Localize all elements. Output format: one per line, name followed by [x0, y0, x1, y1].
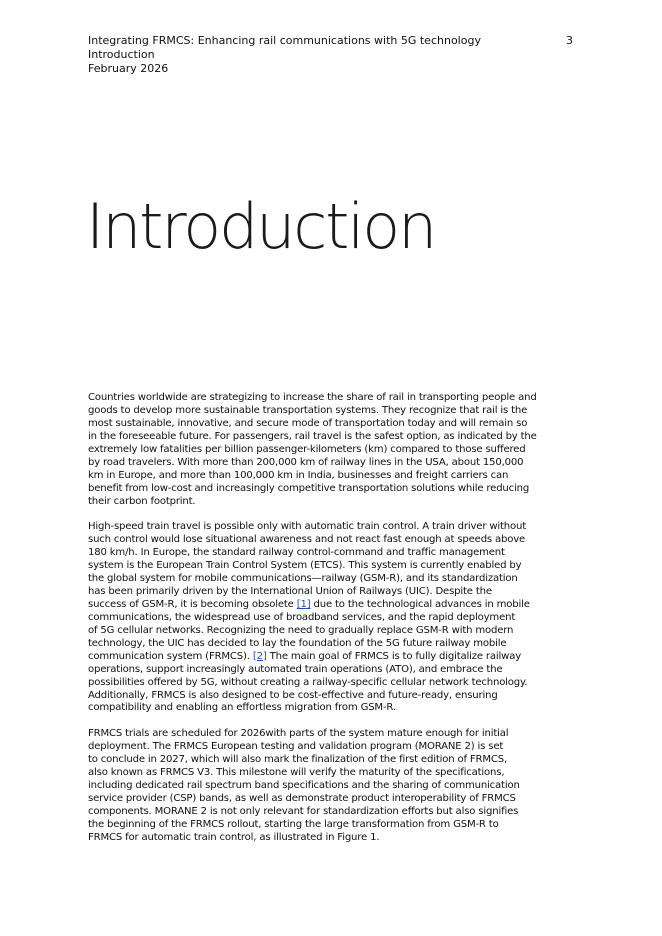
text-segment: communication system (FRMCS).: [88, 650, 253, 662]
text-line: system is the European Train Control System (ETCS). This system is currently enabled by: [88, 560, 522, 572]
section-name: Introduction: [88, 48, 155, 61]
text-line: benefit from low-cost and increasingly competitive transportation solutions while reducing: [88, 482, 530, 494]
text-line: of 5G cellular networks. Recognizing the need to gradually replace GSM-R with modern: [88, 624, 514, 636]
body-text: [88, 392, 537, 858]
text-line: Countries worldwide are strategizing to increase the share of rail in transporting people and: [88, 392, 537, 403]
text-line: [88, 599, 528, 612]
text-segment: success of GSM-R, it is becoming obsolete: [88, 598, 297, 610]
text-line: to conclude in 2027, which will also mark the finalization of the first edition of FRMCS,: [88, 754, 507, 766]
page-number: 3: [566, 34, 573, 47]
text-line: FRMCS trials are scheduled for 2026with parts of the system mature enough for initial: [88, 728, 509, 740]
text-line: such control would lose situational awareness and not react fast enough at speeds above: [88, 534, 526, 546]
text-line: in the foreseeable future. For passengers, rail travel is the safest option, as indicated by the: [88, 430, 537, 442]
text-line: most sustainable, innovative, and secure mode of transportation today and will remain so: [88, 417, 528, 429]
paragraph-1: [88, 392, 537, 508]
text-line: service provider (CSP) bands, as well as demonstrate product interoperability of FRMCS: [88, 792, 516, 804]
text-line: possibilities offered by 5G, without creating a railway-specific cellular network technology.: [88, 676, 528, 688]
text-segment: The main goal of FRMCS is to fully digitalize railway: [266, 650, 522, 662]
text-line: compatibility and enabling an effortless migration from GSM-R.: [88, 702, 396, 714]
text-line: the global system for mobile communications—railway (GSM-R), and its standardization: [88, 573, 518, 585]
text-segment: due to the technological advances in mobile: [310, 598, 530, 610]
text-line: km in Europe, and more than 100,000 km in India, businesses and freight carriers can: [88, 469, 509, 481]
text-line: operations, support increasingly automated train operations (ATO), and embrace the: [88, 663, 503, 675]
text-line: extremely low fatalities per billion passenger-kilometers (km) compared to those suffered: [88, 443, 526, 455]
text-line: goods to develop more sustainable transportation systems. They recognize that rail is the: [88, 404, 528, 416]
document-date: February 2026: [88, 62, 169, 75]
reference-link-1[interactable]: [1]: [296, 598, 311, 610]
paragraph-3: [88, 728, 528, 844]
text-line: technology, the UIC has decided to lay the foundation of the 5G future railway mobile: [88, 637, 507, 649]
text-line: 180 km/h. In Europe, the standard railway control-command and traffic management: [88, 547, 505, 559]
text-line: communications, the widespread use of broadband services, and the rapid deployment: [88, 611, 516, 623]
text-line: deployment. The FRMCS European testing and validation program (MORANE 2) is set: [88, 741, 504, 753]
text-line: FRMCS for automatic train control, as illustrated in Figure 1.: [88, 831, 380, 843]
document-title: Integrating FRMCS: Enhancing rail communications with 5G technology: [88, 34, 481, 47]
text-line: [88, 651, 528, 664]
page-title: Introduction: [86, 190, 436, 263]
text-line: the beginning of the FRMCS rollout, starting the large transformation from GSM-R to: [88, 818, 499, 830]
running-header: [88, 34, 578, 76]
text-line: their carbon footprint.: [88, 495, 196, 507]
text-line: including dedicated rail spectrum band specifications and the sharing of communication: [88, 780, 520, 792]
text-line: Additionally, FRMCS is also designed to be cost-effective and future-ready, ensuring: [88, 689, 498, 701]
text-line: components. MORANE 2 is not only relevant for standardization efforts but also signifies: [88, 805, 519, 817]
text-line: has been primarily driven by the International Union of Railways (UIC). Despite the: [88, 586, 492, 598]
reference-link-2[interactable]: [2]: [252, 650, 267, 662]
text-line: by road travelers. With more than 200,000 km of railway lines in the USA, about 150,000: [88, 456, 524, 468]
paragraph-2: [88, 521, 528, 715]
text-line: High-speed train travel is possible only with automatic train control. A train driver without: [88, 521, 527, 533]
text-line: also known as FRMCS V3. This milestone will verify the maturity of the specifications,: [88, 767, 505, 779]
